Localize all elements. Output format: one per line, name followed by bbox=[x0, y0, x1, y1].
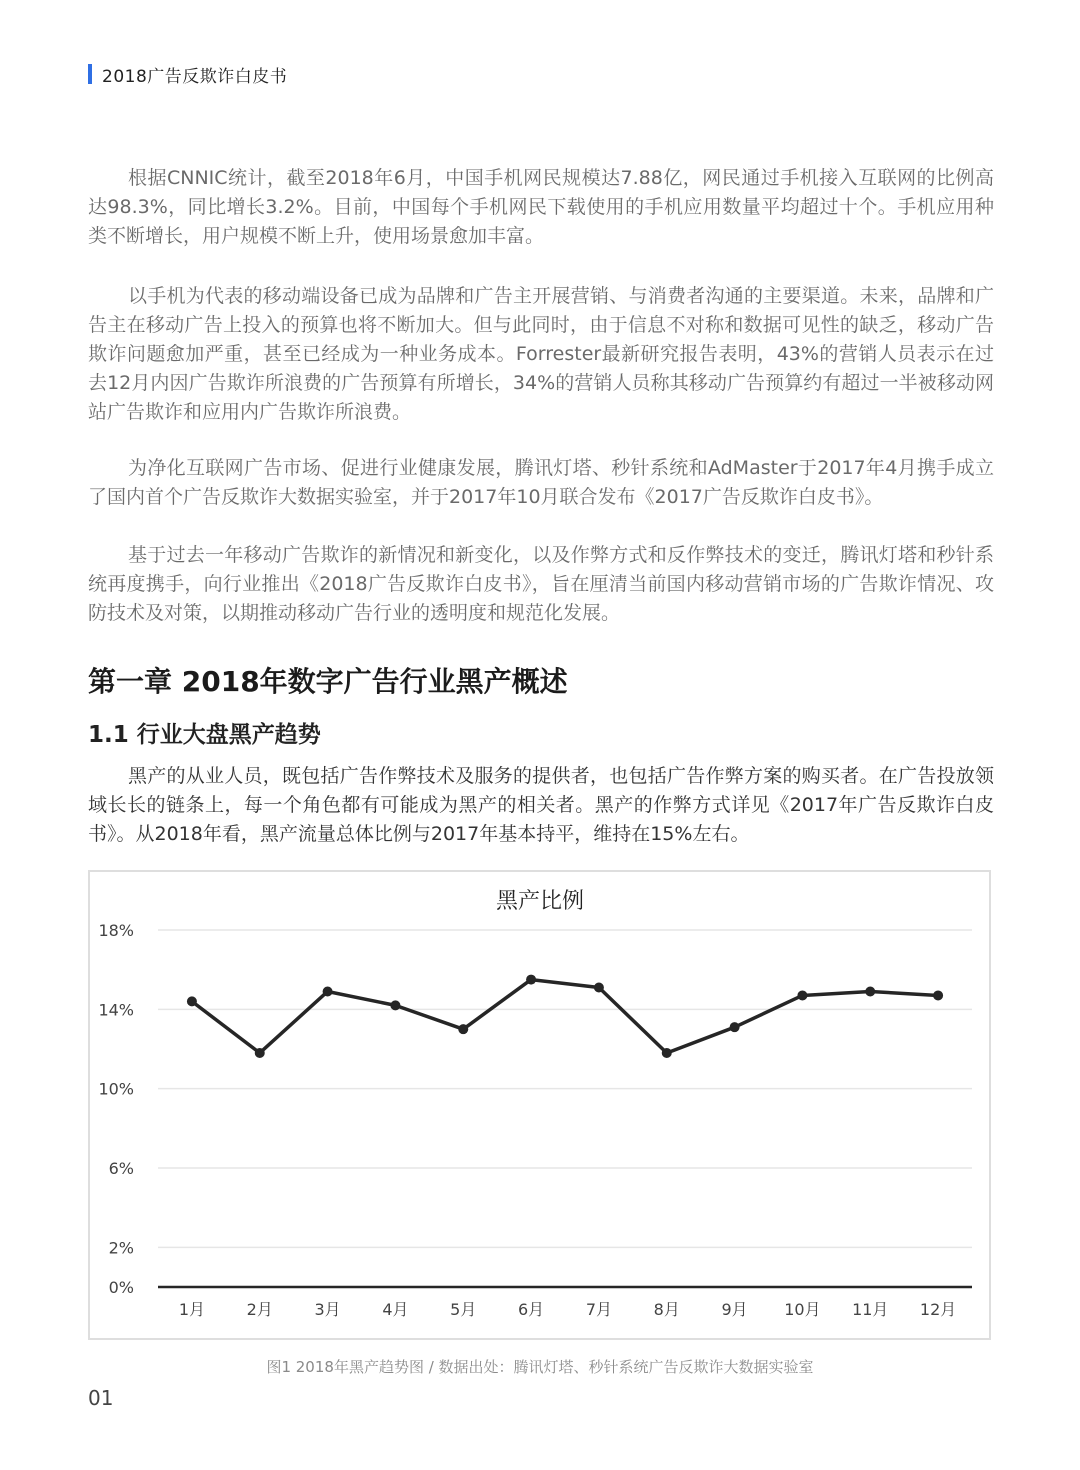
figure-caption: 图1 2018年黑产趋势图 / 数据出处：腾讯灯塔、秒针系统广告反欺诈大数据实验室 bbox=[266, 1358, 814, 1376]
data-point bbox=[865, 986, 875, 996]
intro-paragraph-3: 为净化互联网广告市场、促进行业健康发展，腾讯灯塔、秒针系统和AdMaster于2017年4月携手成立了国内首个广告反欺诈大数据实验室，并于2017年10月联合发布《2017广告反欺诈白皮书》。 bbox=[88, 457, 994, 508]
header-title: 2018广告反欺诈白皮书 bbox=[102, 66, 288, 87]
section-title: 1.1 行业大盘黑产趋势 bbox=[88, 722, 321, 748]
intro-paragraph-1: 根据CNNIC统计，截至2018年6月，中国手机网民规模达7.88亿，网民通过手机接入互联网的比例高达98.3%，同比增长3.2%。目前，中国每个手机网民下载使用的手机应用数量平均超过十个。手机应用种类不断增长，用户规模不断上升，使用场景愈加丰富。 bbox=[88, 167, 994, 247]
header-accent-bar bbox=[88, 64, 92, 84]
intro-paragraph-4: 基于过去一年移动广告欺诈的新情况和新变化，以及作弊方式和反作弊技术的变迁，腾讯灯塔和秒针系统再度携手，向行业推出《2018广告反欺诈白皮书》，旨在厘清当前国内移动营销市场的广告欺诈情况、攻防技术及对策，以期推动移动广告行业的透明度和规范化发展。 bbox=[88, 544, 994, 624]
chart-title: 黑产比例 bbox=[495, 889, 585, 914]
x-tick-label: 12月 bbox=[919, 1300, 957, 1319]
data-point bbox=[458, 1024, 468, 1034]
y-tick-label: 2% bbox=[108, 1238, 134, 1258]
running-header bbox=[88, 62, 287, 86]
line-chart bbox=[90, 872, 989, 1338]
data-point bbox=[933, 990, 943, 1000]
data-point bbox=[187, 996, 197, 1006]
data-point bbox=[730, 1022, 740, 1032]
data-point bbox=[323, 986, 333, 996]
chapter-title: 第一章 2018年数字广告行业黑产概述 bbox=[88, 665, 568, 698]
data-point bbox=[662, 1048, 672, 1058]
x-tick-label: 10月 bbox=[784, 1300, 821, 1319]
section-body-paragraph: 黑产的从业人员，既包括广告作弊技术及服务的提供者，也包括广告作弊方案的购买者。在广告投放领域长长的链条上，每一个角色都有可能成为黑产的相关者。黑产的作弊方式详见《2017年广告反欺诈白皮书》。从2018年看，黑产流量总体比例与2017年基本持平，维持在15%左右。 bbox=[88, 765, 994, 845]
y-tick-label: 0% bbox=[108, 1278, 134, 1297]
data-point bbox=[797, 990, 807, 1000]
x-tick-label: 9月 bbox=[721, 1300, 748, 1319]
y-tick-label: 14% bbox=[98, 1000, 134, 1020]
series-line bbox=[192, 980, 938, 1053]
x-tick-label: 4月 bbox=[382, 1300, 409, 1319]
data-point bbox=[255, 1048, 265, 1058]
x-tick-label: 7月 bbox=[585, 1300, 613, 1319]
data-point bbox=[526, 975, 536, 985]
x-tick-label: 6月 bbox=[517, 1300, 545, 1319]
x-tick-label: 3月 bbox=[314, 1300, 341, 1319]
x-tick-label: 11月 bbox=[852, 1300, 889, 1319]
intro-paragraph-2: 以手机为代表的移动端设备已成为品牌和广告主开展营销、与消费者沟通的主要渠道。未来，品牌和广告主在移动广告上投入的预算也将不断加大。但与此同时，由于信息不对称和数据可见性的缺乏，移动广告欺诈问题愈加严重，甚至已经成为一种业务成本。Forrester最新研究报告表明，43%的营销人员表示在过去12月内因广告欺诈所浪费的广告预算有所增长，34%的营销人员称其移动广告预算约有超过一半被移动网站广告欺诈和应用内广告欺诈所浪费。 bbox=[88, 285, 994, 423]
chart-frame bbox=[88, 870, 991, 1340]
data-point bbox=[390, 1000, 400, 1010]
page-number: 01 bbox=[88, 1386, 114, 1410]
x-tick-label: 5月 bbox=[450, 1300, 477, 1319]
y-tick-label: 10% bbox=[98, 1079, 134, 1099]
x-tick-label: 2月 bbox=[246, 1300, 273, 1319]
data-point bbox=[594, 983, 604, 993]
y-tick-label: 18% bbox=[98, 921, 134, 940]
y-tick-label: 6% bbox=[108, 1159, 134, 1178]
x-tick-label: 8月 bbox=[653, 1300, 680, 1319]
x-tick-label: 1月 bbox=[178, 1300, 206, 1319]
